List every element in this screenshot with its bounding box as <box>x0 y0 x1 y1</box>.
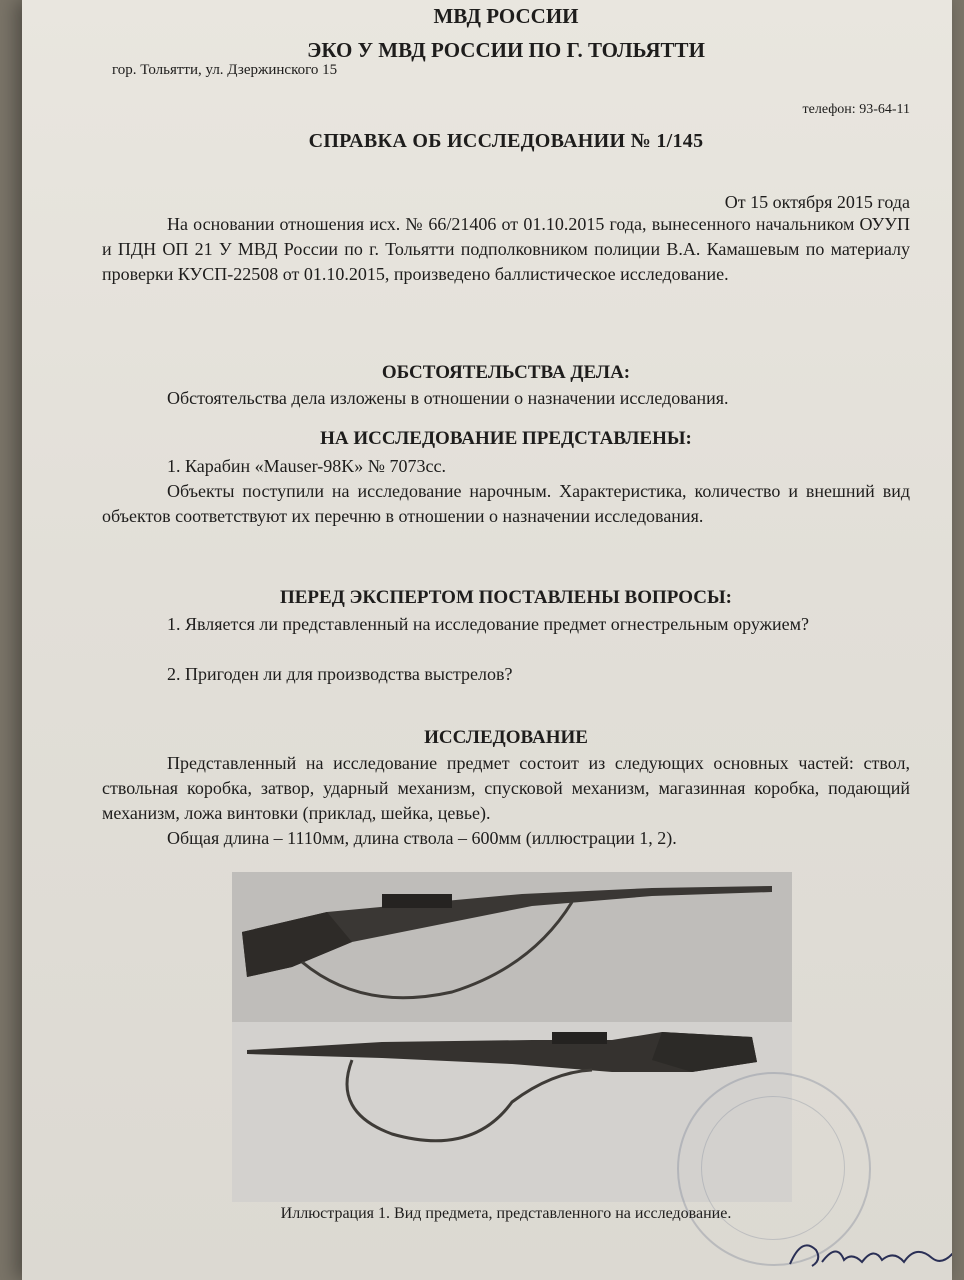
research-text-2: Общая длина – 1110мм, длина ствола – 600мм (иллюстрации 1, 2). <box>167 828 677 848</box>
circumstances-text: Обстоятельства дела изложены в отношении о назначении исследования. <box>167 388 729 408</box>
document-date: От 15 октября 2015 года <box>724 192 910 212</box>
submitted-text: Объекты поступили на исследование нарочным. Характеристика, количество и внешний вид объектов соответствуют их перечню в отношении о назначении исследования. <box>102 481 910 526</box>
org-address: гор. Тольятти, ул. Дзержинского 15 <box>112 62 338 78</box>
section-title-circumstances: ОБСТОЯТЕЛЬСТВА ДЕЛА: <box>381 362 631 383</box>
document-title: СПРАВКА ОБ ИССЛЕДОВАНИИ № 1/145 <box>308 130 704 152</box>
illustration-caption: Иллюстрация 1. Вид предмета, представленного на исследование. <box>280 1205 732 1222</box>
signature <box>782 1232 952 1276</box>
org-department: ЭКО У МВД РОССИИ ПО Г. ТОЛЬЯТТИ <box>307 38 705 62</box>
intro-paragraph: На основании отношения исх. № 66/21406 от 01.10.2015 года, вынесенного начальником ОУУП и ПДН ОП 21 У МВД России по г. Тольятти подполковником полиции В.А. Камашевым по материалу проверки КУСП-22508 от 01.10.2015, произведено баллистическое исследование. <box>102 214 910 284</box>
section-title-research: ИССЛЕДОВАНИЕ <box>424 727 588 748</box>
document-page <box>22 0 952 1280</box>
research-text-1: Представленный на исследование предмет состоит из следующих основных частей: ствол, ствольная коробка, затвор, ударный механизм, спусковой механизм, магазинная коробка, подающий механизм, ложа винтовки (приклад, шейка, цевье). <box>102 753 910 823</box>
question-1: 1. Является ли представленный на исследование предмет огнестрельным оружием? <box>167 614 810 634</box>
section-title-questions: ПЕРЕД ЭКСПЕРТОМ ПОСТАВЛЕНЫ ВОПРОСЫ: <box>279 587 732 608</box>
org-name: МВД РОССИИ <box>433 4 579 28</box>
org-phone: телефон: 93-64-11 <box>802 102 910 117</box>
question-2: 2. Пригоден ли для производства выстрелов? <box>167 664 513 684</box>
submitted-item: 1. Карабин «Mauser-98K» № 7073сс. <box>167 456 446 476</box>
section-title-submitted: НА ИССЛЕДОВАНИЕ ПРЕДСТАВЛЕНЫ: <box>320 428 692 449</box>
